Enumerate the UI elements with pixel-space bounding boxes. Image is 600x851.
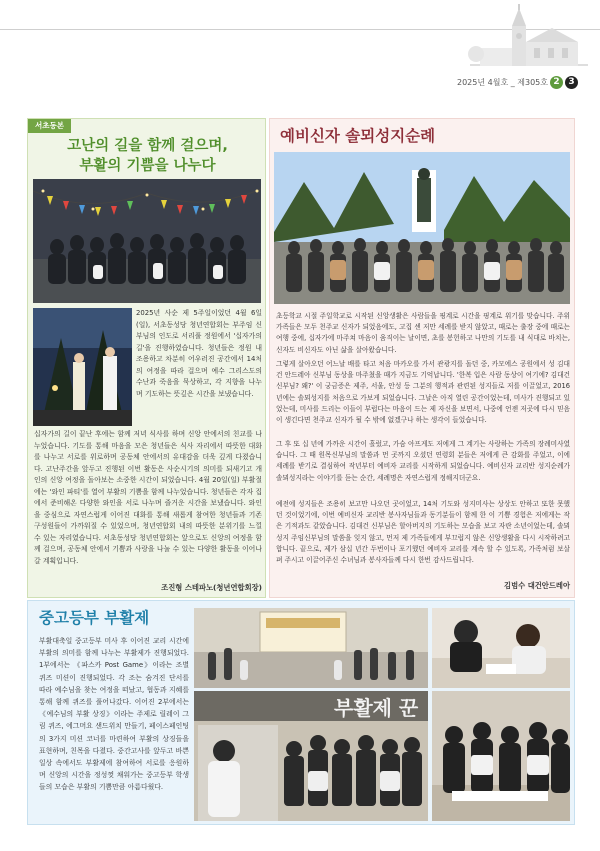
paragraph-3: 그 후 또 십 년에 가까운 시간이 흘렀고, 가슴 아프게도 저에게 그 계기는 사랑하는 가족의 장례미사였습니다. 그 때 원목신부님의 말씀과 먼 곳까지 오셨던 연령회 분들은 저에게 큰 감화를 주었고, 이에 세례를 받기로 결심하여 작년부터 예비자 교리를 시작하게 되었습니다. 예비신자 교리반 성지순례가 솔뫼성지라는 이야기를 듣는 순간, 세례명은 자연스럽게 정해지더군요. <box>276 440 570 482</box>
photo-pilgrimage-group <box>274 152 570 304</box>
title-line-1: 고난의 길을 함께 걸으며, <box>67 138 228 154</box>
article-youth-group <box>27 118 266 598</box>
article-title: 중고등부 부활제 <box>39 609 150 627</box>
page-number-left: 2 <box>550 76 563 89</box>
paragraph-1: 부활대축일 중고등부 미사 후 이어진 교리 시간에 부활의 의미를 함께 나누는 부활제가 진행되었다. 1부에서는 《파스카 Post Game》이라는 조별 퀴즈 미션이 진행되었다. 각 조는 숨겨진 단서를 따라 예수님을 찾는 여정을 떠났고, 협동과 지혜를 통해 함께 퀴즈를 풀어나갔다. 이어진 2부에서는 《예수님의 부활 상징》이라는 주제로 릴레이 그림 퀴즈, 에그머요 샌드위치 만들기, 페이스페인팅의 3가지 미션 코너를 마련하여 부활의 상징들을 표현하며, 친목을 다졌다. 중간고사를 앞두고 바쁜 일상 속에서도 부활제에 참여하여 서로를 응원하며 신앙의 시간을 정성껏 채워가는 중고등부 학생들의 모습은 부활의 기쁨만큼 아름다웠다. <box>39 637 189 792</box>
page-header <box>0 0 600 96</box>
paragraph-1: 초등학교 시절 주일학교로 시작된 신앙생활은 사람들을 핑계로 시간을 핑계로 위기를 맞습니다. 주위 가족들은 모두 천주교 신자가 되었음에도, 고집 센 저만 세례를 받지 않았고, 때로는 출장 중에 때로는 여행 중에, 십자가에 마주쳐 마음이 움직이는 날이면, 초를 봉헌하고 나만의 기도를 내 식대로 바치는, 신자도 비신자도 아닌 삶을 살아왔습니다. <box>276 312 570 354</box>
article-title <box>28 136 267 176</box>
photo-easter-group <box>194 691 428 821</box>
article-pilgrimage <box>269 118 575 598</box>
photo-way-of-cross <box>33 308 132 426</box>
article-easter-festival <box>27 600 575 825</box>
page-number-right: 3 <box>565 76 578 89</box>
paragraph-2: 그렇게 살아오던 어느날 배를 타고 처음 마카오를 가서 관광지를 돌던 중, 카모에스 공원에서 성 김대건 안드레아 신부님 동상을 마주쳤을 때가 지금도 기억납니다. '한복 입은 사람 동상이 여기에? 김대건 신부님? 왜?' 이 궁금증은 제주, 서울, 안성 등 그분의 행적과 관련된 성지들로 저를 이끌었고, 2016년에는 솔뫼성지를 처음으로 가보게 되었습니다. 그날은 아직 열린 공간이었는데, 미사가 진행되고 있었는데, 미사를 드리는 이들이 부럽다는 마음이 드는 제 자신을 보면서, 나중에 언젠 저곳에 다시 믿음이 생긴다면 천주교 신자가 될 수 밖에 없겠구나 하는 생각이 들었습니다. <box>276 360 570 425</box>
author-signature: 조진형 스테파노(청년연합회장) <box>161 583 262 592</box>
section-tag: 서초동본 <box>28 119 71 133</box>
paragraph-1: 2025년 사순 제 5주일이었던 4월 6일(일), 서초동성당 청년연합회는 부주임 신부님의 인도로 서리풀 정원에서 '십자가의 길'을 진행하였습니다. 청년들은 정원 내 조용하고 차분히 어우러진 공간에서 14처의 여정을 따라 걸으며 예수 그리스도의 수난과 죽음을 묵상하고, 각 지향을 나누며 기도하는 뜻깊은 시간을 보냈습니다. <box>136 309 262 398</box>
paragraph-2: 십자가의 길이 끝난 후에는 함께 저녁 식사를 하며 신앙 안에서의 친교를 나누었습니다. 기도를 통해 마음을 모은 청년들은 식사 자리에서 따뜻한 대화를 나누고 서로를 위로하며 공동체 안에서의 유대감을 더욱 깊게 다졌습니다. 고난주간을 앞두고 진행된 이번 활동은 사순시기의 의미를 되새기고 개인의 신앙 여정을 돌아보는 소중한 시간이 되었습니다. 4월 20일(일) 부활절에는 '와인 파티'를 열어 부활의 기쁨을 함께 나누었습니다. 청년들은 각자 집에서 준비해온 다양한 와인을 서로 나누며 즐거운 시간을 보냈습니다. 와인을 중심으로 자연스럽게 이어진 대화를 통해 새롭게 참여한 청년들과 기존 구성원들이 가까워질 수 있었으며, 청년연합회 내의 따뜻한 분위기를 느낄 수 있는 자리였습니다. 서초동성당 청년연합회는 앞으로도 신앙의 여정을 함께 걸으며, 공동체 안에서 기쁨과 사랑을 나눌 수 있는 다양한 활동을 이어나갈 계획입니다. <box>34 430 262 565</box>
author-signature: 김범수 대건안드레아 <box>504 581 570 590</box>
photo-banner-text: 부활제 꾼 <box>334 696 419 720</box>
photo-easter-hall <box>194 608 428 688</box>
photo-youth-group-night <box>33 179 261 303</box>
photo-students-food <box>432 691 570 821</box>
paragraph-4: 예전에 성지들은 조용히 보고만 나오던 곳이었고, 14처 기도와 성지미사는 상상도 안하고 또한 못했던 것이었기에, 이번 예비신자 교리반 봉사자님들과 동기분들이 함께 한 이 기쁨 경험은 저에게는 작은 기적과도 같았습니다. 김대건 신부님은 할아버지의 기도하는 모습을 보고 자란 소년이었는데, 솔뫼성지 주임신부님의 말씀을 잊지 않고, 먼저 제 가족들에게 부끄럽지 않은 신앙생활을 다시 시작하려고 합니다. 끝으로, 제가 삼십 년간 두번이나 포기했던 예비자 교리를 계속 할 수 있도록, 가족처럼 보살펴 주시고 이끌어주신 수녀님과 봉사자들께 다시 한번 감사드립니다. <box>276 500 570 565</box>
photo-students-crafts <box>432 608 570 688</box>
title-line-2: 부활의 기쁨을 나누다 <box>79 158 216 174</box>
article-title: 예비신자 솔뫼성지순례 <box>280 127 436 145</box>
issue-info: 2025년 4월호 _ 제305호 <box>457 78 548 87</box>
